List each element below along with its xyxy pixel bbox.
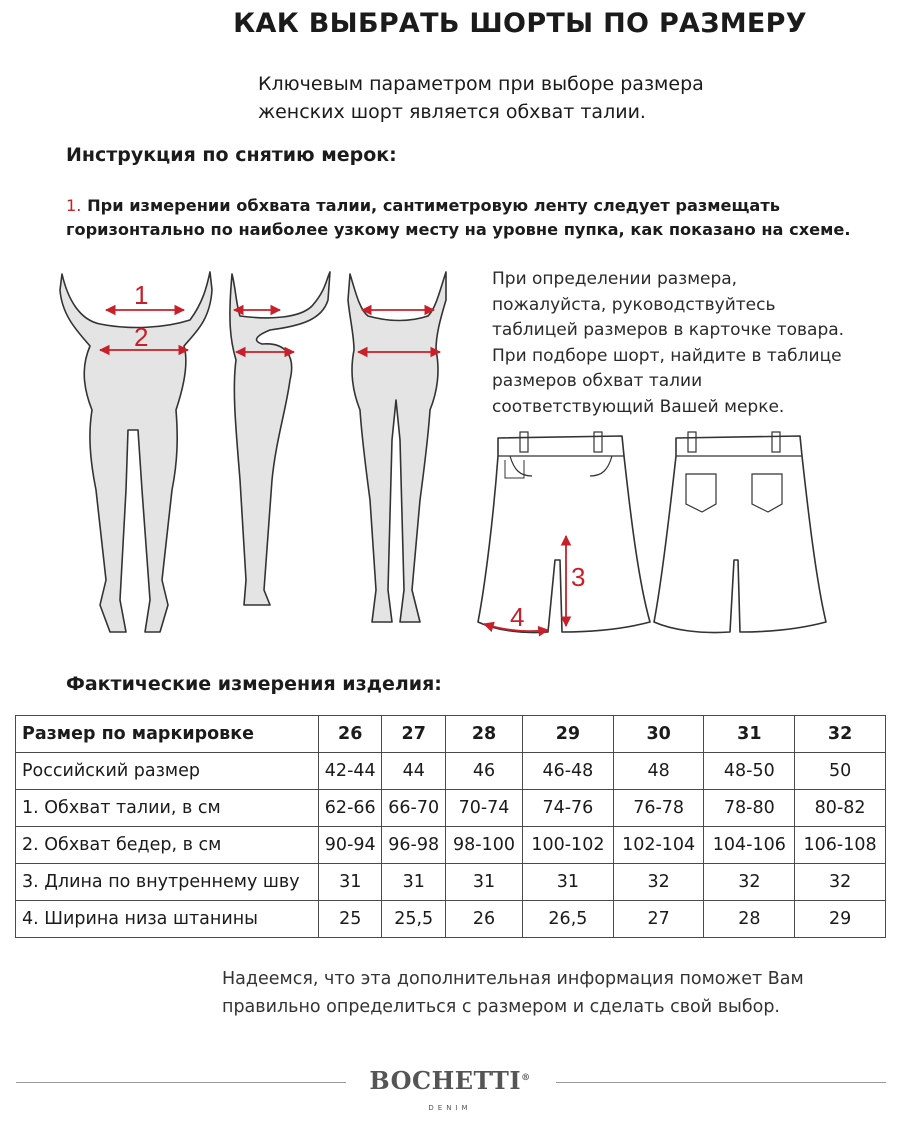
table-cell: 29 — [795, 901, 886, 938]
table-cell: 31 — [319, 864, 382, 901]
table-cell: 48 — [613, 753, 704, 790]
table-row — [16, 753, 886, 790]
table-cell: Российский размер — [16, 753, 319, 790]
instructions-heading: Инструкция по снятию мерок: — [66, 144, 397, 166]
table-row — [16, 864, 886, 901]
table-cell: 29 — [523, 716, 614, 753]
step-1-text — [66, 194, 866, 242]
table-cell: 27 — [382, 716, 445, 753]
table-cell: 80-82 — [795, 790, 886, 827]
table-cell: 44 — [382, 753, 445, 790]
table-cell: 74-76 — [523, 790, 614, 827]
table-cell: 25 — [319, 901, 382, 938]
table-cell: 26 — [445, 901, 522, 938]
side-figure-icon — [230, 272, 330, 605]
table-cell: 46 — [445, 753, 522, 790]
guide-line: При подборе шорт, найдите в таблице — [492, 345, 842, 366]
table-cell: 32 — [795, 864, 886, 901]
table-cell: 32 — [613, 864, 704, 901]
brand-name — [0, 1066, 900, 1095]
step-1-line-1: При измерении обхвата талии, сантиметровую ленту следует размещать — [87, 196, 780, 215]
footnote-text — [222, 965, 804, 1021]
guide-line: таблицей размеров в карточке товара. — [492, 320, 845, 340]
table-cell: 96-98 — [382, 827, 445, 864]
measure-label-3: 3 — [571, 562, 586, 592]
intro-text — [258, 70, 704, 126]
table-cell: 27 — [613, 901, 704, 938]
table-row — [16, 790, 886, 827]
table-cell: 30 — [613, 716, 704, 753]
measure-label-1: 1 — [134, 280, 149, 310]
table-cell: 42-44 — [319, 753, 382, 790]
table-row — [16, 827, 886, 864]
table-cell: 50 — [795, 753, 886, 790]
table-cell: 31 — [523, 864, 614, 901]
measure-label-2: 2 — [134, 322, 149, 352]
footnote-line: правильно определиться с размером и сделать свой выбор. — [222, 997, 780, 1017]
registered-mark: ® — [521, 1073, 531, 1083]
brand-wordmark: BOCHETTI — [369, 1066, 522, 1095]
shorts-front-icon — [478, 436, 650, 633]
table-cell: 46-48 — [523, 753, 614, 790]
size-table — [15, 715, 886, 938]
table-cell: 28 — [704, 901, 795, 938]
table-header-row — [16, 716, 886, 753]
table-cell: 31 — [704, 716, 795, 753]
table-cell: 1. Обхват талии, в см — [16, 790, 319, 827]
measurements-heading: Фактические измерения изделия: — [66, 673, 442, 695]
table-cell: 100-102 — [523, 827, 614, 864]
table-cell: 31 — [445, 864, 522, 901]
table-cell: 28 — [445, 716, 522, 753]
guide-line: При определении размера, — [492, 269, 738, 289]
table-cell: 98-100 — [445, 827, 522, 864]
table-cell: 32 — [795, 716, 886, 753]
measure-label-4: 4 — [510, 602, 525, 632]
table-cell: 76-78 — [613, 790, 704, 827]
table-cell: 70-74 — [445, 790, 522, 827]
intro-line: Ключевым параметром при выборе размера — [258, 73, 704, 95]
measurement-illustration — [0, 260, 900, 660]
step-1-line — [66, 194, 866, 218]
step-1-number: 1. — [66, 196, 82, 215]
table-cell: 78-80 — [704, 790, 795, 827]
table-cell: 3. Длина по внутреннему шву — [16, 864, 319, 901]
back-figure-icon — [348, 272, 446, 622]
guide-line: соответствующий Вашей мерке. — [492, 396, 785, 417]
table-cell: 32 — [704, 864, 795, 901]
table-cell: 26,5 — [523, 901, 614, 938]
table-cell: 66-70 — [382, 790, 445, 827]
intro-line: женских шорт является обхват талии. — [258, 101, 646, 123]
brand-logo — [0, 1060, 900, 1120]
table-cell: 4. Ширина низа штанины — [16, 901, 319, 938]
table-cell: 31 — [382, 864, 445, 901]
table-cell: 102-104 — [613, 827, 704, 864]
table-cell: 48-50 — [704, 753, 795, 790]
shorts-back-icon — [654, 436, 826, 633]
table-cell: Размер по маркировке — [16, 716, 319, 753]
table-cell: 26 — [319, 716, 382, 753]
guide-line: размеров обхват талии — [492, 371, 703, 391]
page-title: КАК ВЫБРАТЬ ШОРТЫ ПО РАЗМЕРУ — [233, 8, 807, 39]
table-cell: 106-108 — [795, 827, 886, 864]
table-cell: 62-66 — [319, 790, 382, 827]
brand-subtitle: DENIM — [428, 1104, 472, 1112]
table-cell: 25,5 — [382, 901, 445, 938]
table-cell: 104-106 — [704, 827, 795, 864]
table-cell: 2. Обхват бедер, в см — [16, 827, 319, 864]
table-cell: 90-94 — [319, 827, 382, 864]
footnote-line: Надеемся, что эта дополнительная информация поможет Вам — [222, 969, 804, 989]
step-1-line-2: горизонтально по наиболее узкому месту на уровне пупка, как показано на схеме. — [66, 220, 851, 239]
guide-line: пожалуйста, руководствуйтесь — [492, 294, 776, 315]
table-row — [16, 901, 886, 938]
